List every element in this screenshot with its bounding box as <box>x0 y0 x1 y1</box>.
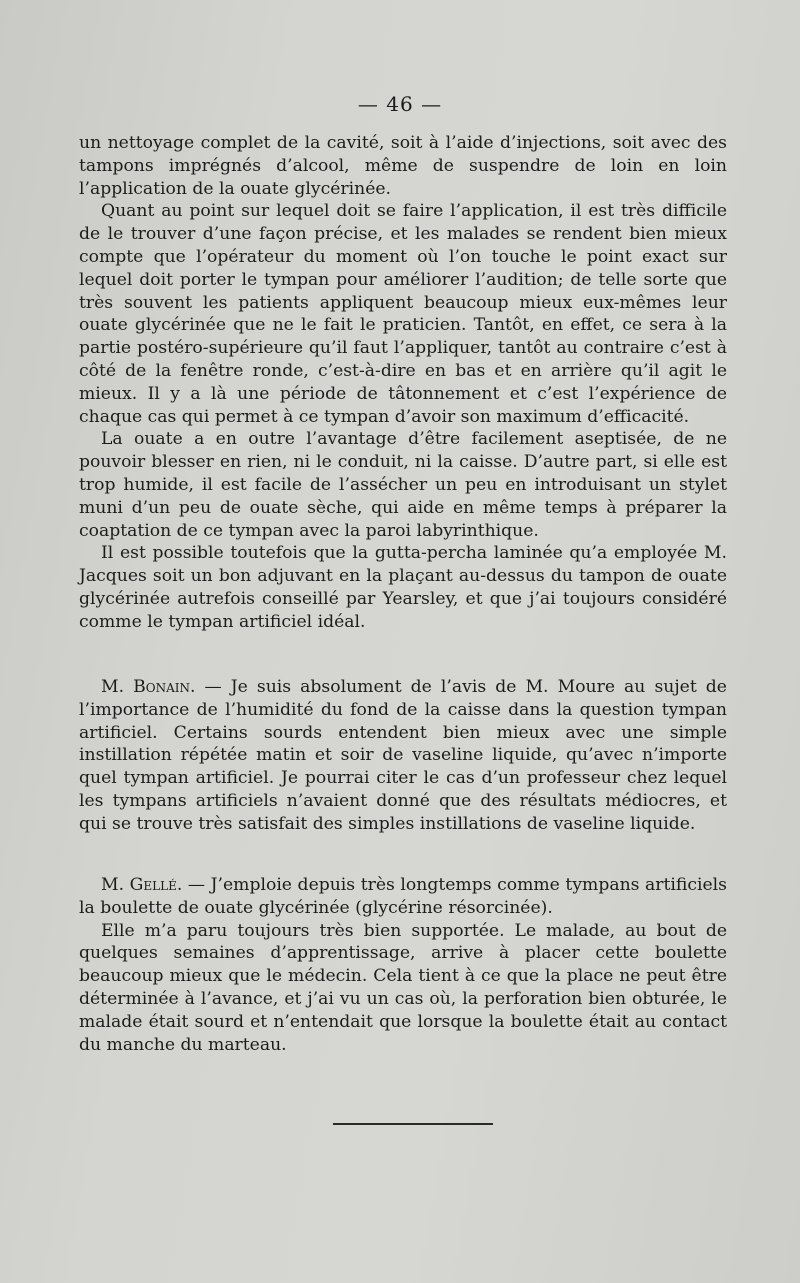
speaker-name: M. Gellé. <box>101 875 183 895</box>
text-block-moure <box>79 132 727 634</box>
paragraph-bonain <box>79 676 727 836</box>
page-number: — 46 — <box>357 92 443 116</box>
text-block-bonain <box>79 676 727 836</box>
paragraph-gelle <box>79 874 727 920</box>
paragraph: Quant au point sur lequel doit se faire l’application, il est très difficile de le trouver d’une façon précise, et les malades se rendent bien mieux compte que l’opérateur du moment où l’on touche le point exact sur lequel doit porter le tympan pour améliorer l’audition; de telle sorte que très souvent les patients appliquent beaucoup mieux eux-mêmes leur ouate glycérinée que ne le fait le praticien. Tantôt, en effet, ce sera à la partie postéro-supérieure qu’il faut l’appliquer, tantôt au contraire c’est à côté de la fenêtre ronde, c’est-à-dire en bas et en arrière qu’il agit le mieux. Il y a là une période de tâtonnement et c’est l’expérience de chaque cas qui permet à ce tympan d’avoir son maximum d’efficacité. <box>79 201 727 427</box>
paragraph: Il est possible toutefois que la gutta-percha laminée qu’a employée M. Jacques soit un bon adjuvant en la plaçant au-dessus du tampon de ouate glycérinée autrefois conseillé par Yearsley, et que j’ai toujours considéré comme le tympan artificiel idéal. <box>79 543 727 632</box>
paragraph-text: — J’emploie depuis très longtemps comme tympans artificiels la boulette de ouate glycérinée (glycérine résorcinée). <box>79 875 727 918</box>
text-block-gelle <box>79 874 727 1056</box>
paragraph: La ouate a en outre l’avantage d’être facilement aseptisée, de ne pouvoir blesser en rien, ni le conduit, ni la caisse. D’autre part, si elle est trop humide, il est facile de l’assécher un peu en introduisant un stylet muni d’un peu de ouate sèche, qui aide en même temps à préparer la coaptation de ce tympan avec la paroi labyrinthique. <box>79 429 727 541</box>
paragraph: Elle m’a paru toujours très bien supportée. Le malade, au bout de quelques semaines d’apprentissage, arrive à placer cette boulette beaucoup mieux que le médecin. Cela tient à ce que la place ne peut être déterminée à l’avance, et j’ai vu un cas où, la perforation bien obturée, le malade était sourd et n’entendait que lorsque la boulette était au contact du manche du marteau. <box>79 920 727 1055</box>
speaker-name: M. Bonain. <box>101 677 196 697</box>
section-divider <box>333 1123 493 1125</box>
paragraph: un nettoyage complet de la cavité, soit à l’aide d’injections, soit avec des tampons imprégnés d’alcool, même de suspendre de loin en loin l’application de la ouate glycérinée. <box>79 133 727 199</box>
paragraph-text: — Je suis absolument de l’avis de M. Moure au sujet de l’importance de l’humidité du fond de la caisse dans la question tympan artificiel. Certains sourds entendent bien mieux avec une simple instillation répétée matin et soir de vaseline liquide, qu’avec n’importe quel tympan artificiel. Je pourrai citer le cas d’un professeur chez lequel les tympans artificiels n’avaient donné que des résultats médiocres, et qui se trouve très satisfait des simples instillations de vaseline liquide. <box>79 677 727 834</box>
